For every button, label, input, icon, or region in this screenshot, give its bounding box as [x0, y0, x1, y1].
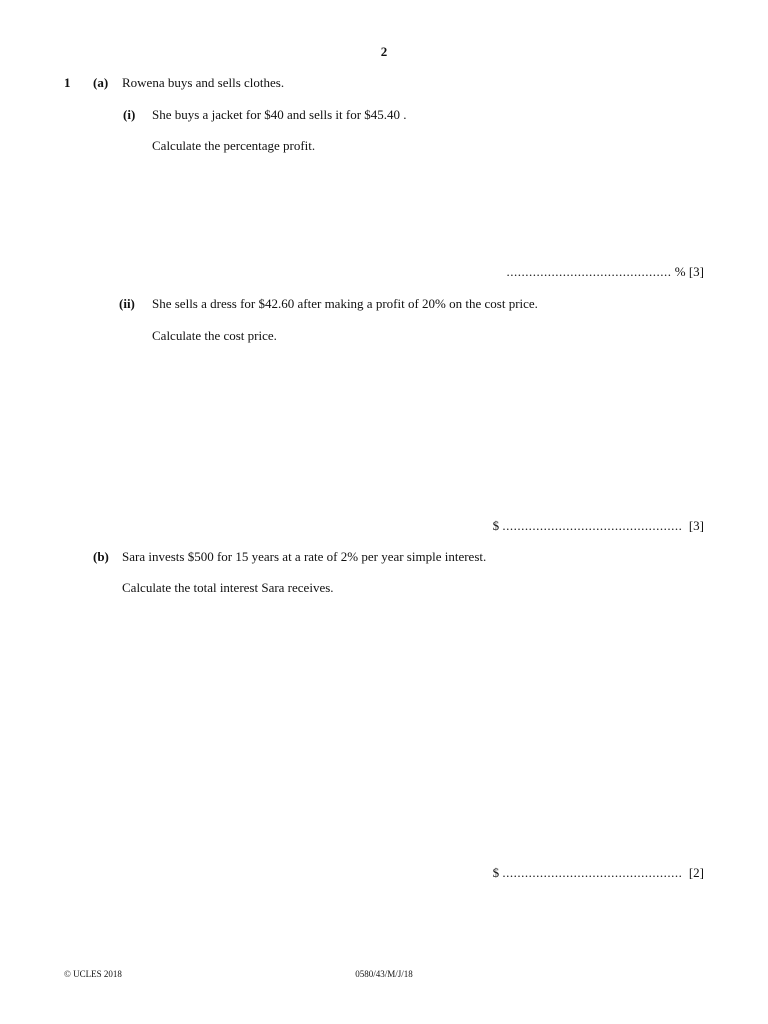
sub-i-text: She buys a jacket for $40 and sells it for $45.40 .: [152, 107, 407, 122]
answer-currency: $: [492, 865, 500, 880]
sub-i-instruction: Calculate the percentage profit.: [152, 138, 316, 153]
answer-dots: ................................................: [502, 865, 683, 880]
part-b-answer-line[interactable]: [493, 865, 704, 881]
answer-dots: ............................................: [506, 264, 672, 279]
sub-ii-label: (ii): [119, 296, 135, 311]
sub-i-answer-line[interactable]: [506, 264, 704, 280]
sub-i-label: (i): [123, 107, 136, 122]
footer-paper-code: 0580/43/M/J/18: [355, 969, 413, 979]
answer-dots: ................................................: [502, 518, 683, 533]
answer-currency: $: [492, 518, 500, 533]
marks: [3]: [688, 264, 704, 279]
marks: [2]: [688, 865, 704, 880]
part-b-label: (b): [93, 549, 109, 564]
part-a-label: (a): [93, 75, 109, 90]
question-number: 1: [64, 75, 71, 90]
part-b-text: Sara invests $500 for 15 years at a rate of 2% per year simple interest.: [122, 549, 487, 564]
sub-ii-instruction: Calculate the cost price.: [152, 328, 277, 343]
footer-copyright: © UCLES 2018: [64, 969, 122, 979]
page-number: 2: [380, 44, 388, 59]
part-b-instruction: Calculate the total interest Sara receives.: [122, 580, 334, 595]
answer-unit: %: [674, 264, 686, 279]
part-a-intro: Rowena buys and sells clothes.: [122, 75, 285, 90]
sub-ii-text: She sells a dress for $42.60 after making a profit of 20% on the cost price.: [152, 296, 538, 311]
sub-ii-answer-line[interactable]: [493, 518, 704, 534]
marks: [3]: [688, 518, 704, 533]
